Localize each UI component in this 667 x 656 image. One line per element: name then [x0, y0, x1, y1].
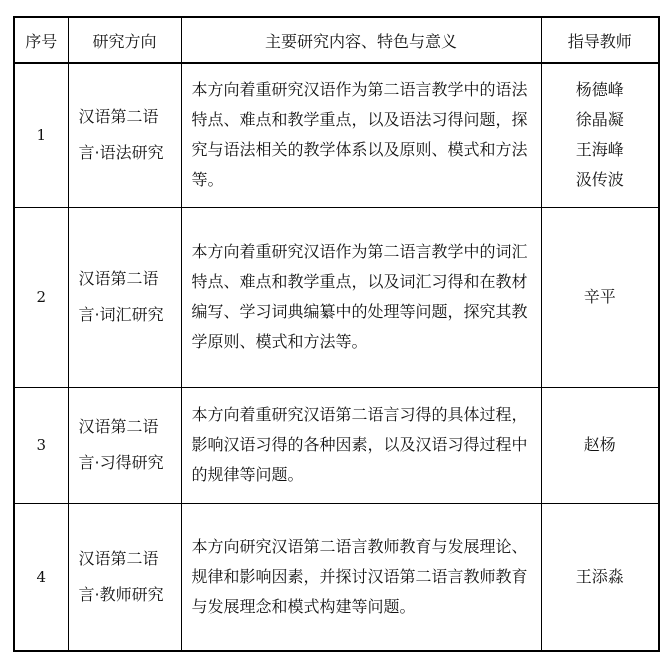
header-index: 序号	[14, 17, 68, 63]
table-row	[14, 63, 659, 207]
row-advisors	[541, 503, 659, 651]
advisor-name: 杨德峰	[575, 80, 624, 100]
advisor-name: 王添淼	[575, 566, 624, 586]
row-content: 本方向研究汉语第二语言教师教育与发展理论、规律和影响因素，并探讨汉语第二语言教师教育与发展理念和模式构建等问题。	[181, 503, 541, 651]
advisor-name: 王海峰	[575, 140, 624, 160]
advisor-name: 辛平	[583, 287, 616, 306]
table-row	[14, 503, 659, 651]
row-direction: 汉语第二语言·语法研究	[68, 63, 181, 207]
advisor-name: 汲传波	[575, 170, 624, 190]
row-index: 1	[14, 63, 68, 207]
row-direction: 汉语第二语言·习得研究	[68, 387, 181, 503]
row-content: 本方向着重研究汉语第二语言习得的具体过程，影响汉语习得的各种因素，以及汉语习得过程中的规律等问题。	[181, 387, 541, 503]
row-advisors	[541, 387, 659, 503]
row-content: 本方向着重研究汉语作为第二语言教学中的词汇特点、难点和教学重点，以及词汇习得和在教材编写、学习词典编纂中的处理等问题，探究其教学原则、模式和方法等。	[181, 207, 541, 387]
table-header-row	[14, 17, 659, 63]
row-content: 本方向着重研究汉语作为第二语言教学中的语法特点、难点和教学重点，以及语法习得问题，探究与语法相关的教学体系以及原则、模式和方法等。	[181, 63, 541, 207]
row-direction: 汉语第二语言·教师研究	[68, 503, 181, 651]
row-advisors	[541, 63, 659, 207]
header-advisor: 指导教师	[541, 17, 659, 63]
advisor-name: 赵杨	[583, 435, 616, 454]
advisor-name: 徐晶凝	[575, 110, 624, 130]
row-advisors	[541, 207, 659, 387]
table-row	[14, 387, 659, 503]
table-row	[14, 207, 659, 387]
header-direction: 研究方向	[68, 17, 181, 63]
row-index: 4	[14, 503, 68, 651]
research-direction-table	[13, 16, 660, 652]
row-index: 3	[14, 387, 68, 503]
row-index: 2	[14, 207, 68, 387]
row-direction: 汉语第二语言·词汇研究	[68, 207, 181, 387]
header-content: 主要研究内容、特色与意义	[181, 17, 541, 63]
